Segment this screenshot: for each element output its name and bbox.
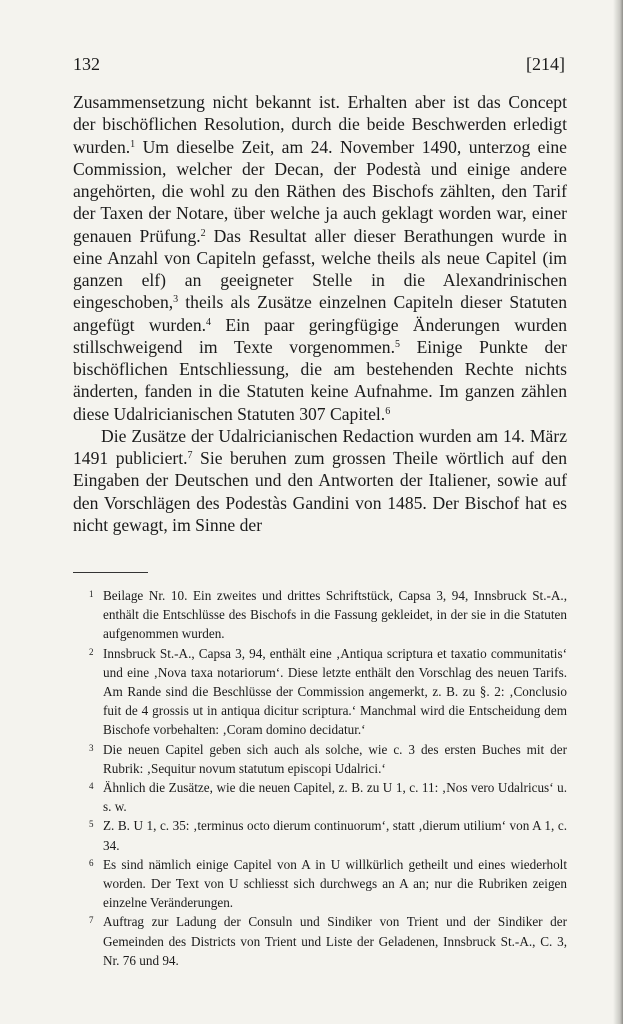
footnote [73,816,567,854]
footnote-number: 6 [89,857,94,868]
paragraph [73,425,567,536]
running-header [73,54,565,78]
text-run: Die Zusätze der Udalricianischen Redaction wurden am 14. März 1491 publiciert. [73,425,567,468]
footnote [73,740,567,778]
footnote-marker: 5 [394,338,400,350]
footnote-marker: 4 [206,316,212,328]
footnote-marker: 7 [187,450,193,461]
footnote-number: 1 [89,589,94,599]
footnote [73,778,567,816]
footnote-text: Innsbruck St.-A., Capsa 3, 94, enthält eine ‚Antiqua scriptura et taxatio communitatis‘ und eine ‚Nova taxa notariorum‘. Diese letzte enthält den Vorschlag des neuen Tarifs. Am Rande sind die Beschlüsse der Commission angemerkt, z. B. zu §. 2: ‚Conclusio fuit de 4 grossis ut in antiqua dicitur scriptura.‘ Manchmal wird die Entscheidung dem Bischofe vorbehalten: ‚Coram domino decidatur.‘ [103,645,567,738]
footnote-number: 4 [89,781,94,792]
page-edge-shadow [613,0,623,1024]
text-run: Einige Punkte der bischöflichen Entschliessung, die am bestehenden Rechte nichts änderten, fanden in die Statuten keine Aufnahme. Im ganzen zählen diese Udalricianischen Statuten 307 Capitel. [73,336,567,424]
footnote-separator [73,572,148,573]
footnote-text: Es sind nämlich einige Capitel von A in U willkürlich getheilt und eines wiederholt worden. Der Text von U schliesst sich durchwegs an A an; nur die Rubriken zeigen einzelne Veränderungen. [103,856,567,911]
footnote-text: Beilage Nr. 10. Ein zweites und drittes Schriftstück, Capsa 3, 94, Innsbruck St.-A., enthält die Entschlüsse des Bischofs in die Fassung gekleidet, in der sie in die Statuten aufgenommen wurden. [103,588,567,642]
text-run: Das Resultat aller dieser Berathungen wurde in eine Anzahl von Capiteln gefasst, welche theils als neue Capitel (im ganzen elf) an geeigneter Stelle in die Alexandrinischen eingeschoben, [73,225,567,313]
footnote-marker: 6 [385,405,391,417]
footnote-number: 2 [89,646,94,657]
footnote [73,855,567,913]
text-run: theils als Zusätze einzelnen Capiteln dieser Statuten angefügt wurden. [73,292,567,335]
footnote-text: Z. B. U 1, c. 35: ‚terminus octo dierum continuorum‘, statt ‚dierum utilium‘ von A 1, c. 34. [103,818,567,853]
footnote-marker: 3 [173,294,179,306]
footnotes [73,586,567,970]
text-run: Zusammensetzung nicht bekannt ist. Erhalten aber ist das Concept der bischöflichen Resolution, durch die beide Beschwerden erledigt wurden. [73,92,567,157]
text-run: Sie beruhen zum grossen Theile wörtlich auf den Eingaben der Deutschen und den Antworten der Italiener, sowie auf den Vorschlägen des Podestàs Gandini von 1485. Der Bischof hat es nicht gewagt, im Sinne der [73,448,567,535]
footnote-text: Die neuen Capitel geben sich auch als solche, wie c. 3 des ersten Buches mit der Rubrik: ‚Sequitur novum statutum episcopi Udalrici.‘ [103,741,567,776]
original-page-reference: [214] [526,54,565,74]
footnote-number: 5 [89,819,94,830]
text-run: Um dieselbe Zeit, am 24. November 1490, unterzog eine Commission, welcher der Decan, der Podestà und einige andere angehörten, die wohl zu den Räthen des Bischofs zählten, den Tarif der Taxen der Notare, über welche ja auch geklagt worden war, einer genauen Prüfung. [73,136,567,246]
text-run: Ein paar geringfügige Änderungen wurden stillschweigend im Texte vorgenommen. [73,314,567,357]
paragraph [73,91,567,425]
footnote-number: 3 [89,742,94,753]
page-number: 132 [73,54,100,74]
footnote-marker: 1 [130,138,136,150]
footnote [73,912,567,970]
footnote [73,644,567,740]
footnote-marker: 2 [200,227,206,239]
footnote-text: Auftrag zur Ladung der Consuln und Sindiker von Trient und der Sindiker der Gemeinden des Districts von Trient und Liste der Geladenen, Innsbruck St.-A., C. 3, Nr. 76 und 94. [103,914,567,968]
footnote [73,586,567,644]
main-text [73,91,567,536]
footnote-text: Ähnlich die Zusätze, wie die neuen Capitel, z. B. zu U 1, c. 11: ‚Nos vero Udalricus‘ u. s. w. [103,780,567,815]
footnote-number: 7 [89,915,94,926]
